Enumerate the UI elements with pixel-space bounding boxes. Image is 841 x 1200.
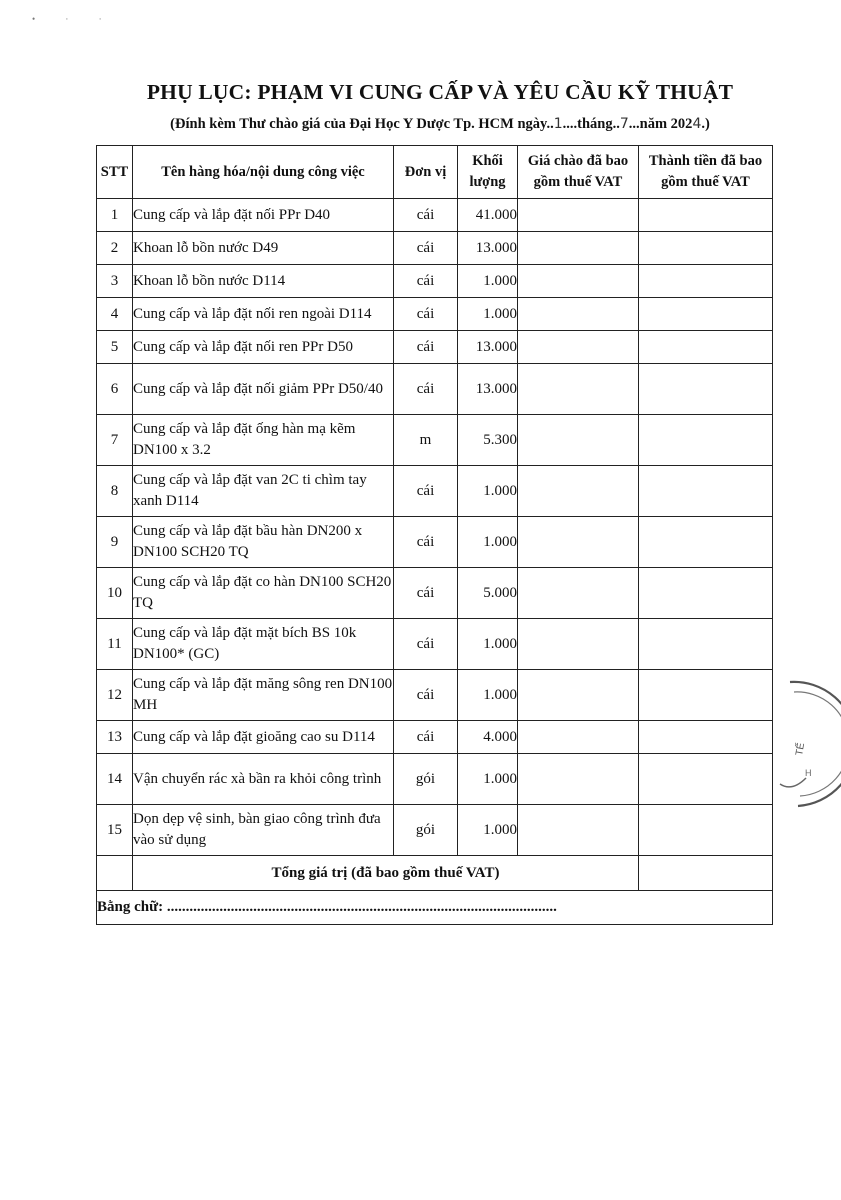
cell-amount — [639, 298, 773, 331]
cell-stt: 9 — [97, 517, 133, 568]
cell-stt: 13 — [97, 721, 133, 754]
cell-stt: 10 — [97, 568, 133, 619]
cell-price — [518, 568, 639, 619]
page-subtitle — [60, 116, 820, 133]
table-header-row — [97, 146, 773, 199]
cell-price — [518, 466, 639, 517]
cell-price — [518, 199, 639, 232]
cell-unit: cái — [394, 232, 458, 265]
cell-name: Cung cấp và lắp đặt nối ren ngoài D114 — [133, 298, 394, 331]
table-row — [97, 805, 773, 856]
cell-qty: 13.000 — [458, 232, 518, 265]
cell-qty: 1.000 — [458, 517, 518, 568]
cell-price — [518, 754, 639, 805]
cell-unit: cái — [394, 265, 458, 298]
cell-stt: 4 — [97, 298, 133, 331]
cell-amount — [639, 199, 773, 232]
header-price-line1: Giá chào đã bao — [527, 153, 629, 169]
year-digit-handwritten: 4 — [692, 116, 702, 132]
cell-unit: cái — [394, 331, 458, 364]
in-words-cell — [97, 891, 773, 925]
cell-unit: cái — [394, 298, 458, 331]
cell-unit: cái — [394, 466, 458, 517]
header-total-line2: gồm thuế VAT — [661, 174, 750, 190]
table-row — [97, 721, 773, 754]
table-row — [97, 364, 773, 415]
cell-price — [518, 364, 639, 415]
page-title: PHỤ LỤC: PHẠM VI CUNG CẤP VÀ YÊU CẦU KỸ THUẬT — [146, 80, 734, 104]
cell-name: Vận chuyển rác xà bần ra khỏi công trình — [133, 754, 394, 805]
header-total-line1: Thành tiền đã bao — [648, 153, 763, 169]
cell-amount — [639, 619, 773, 670]
cell-name: Cung cấp và lắp đặt van 2C ti chìm tay xanh D114 — [133, 466, 394, 517]
cell-unit: cái — [394, 670, 458, 721]
cell-unit: cái — [394, 199, 458, 232]
header-qty — [458, 146, 518, 199]
subtitle-pre: (Đính kèm Thư chào giá của Đại Học Y Dược Tp. HCM ngày.. — [170, 116, 554, 132]
cell-qty: 5.300 — [458, 415, 518, 466]
cell-amount — [639, 670, 773, 721]
total-row — [97, 856, 773, 891]
cell-unit: cái — [394, 517, 458, 568]
cell-qty: 1.000 — [458, 265, 518, 298]
header-name: Tên hàng hóa/nội dung công việc — [133, 146, 394, 199]
table-row — [97, 619, 773, 670]
table-row — [97, 670, 773, 721]
header-total — [639, 146, 773, 199]
table-row — [97, 568, 773, 619]
cell-unit: cái — [394, 721, 458, 754]
cell-qty: 13.000 — [458, 331, 518, 364]
cell-stt: 15 — [97, 805, 133, 856]
header-price — [518, 146, 639, 199]
cell-price — [518, 265, 639, 298]
cell-unit: m — [394, 415, 458, 466]
cell-price — [518, 670, 639, 721]
cell-amount — [639, 517, 773, 568]
cell-qty: 1.000 — [458, 670, 518, 721]
cell-stt: 8 — [97, 466, 133, 517]
cell-qty: 1.000 — [458, 619, 518, 670]
cell-name: Cung cấp và lắp đặt nối PPr D40 — [133, 199, 394, 232]
cell-stt: 14 — [97, 754, 133, 805]
cell-amount — [639, 568, 773, 619]
header-unit: Đơn vị — [394, 146, 458, 199]
cell-unit: cái — [394, 568, 458, 619]
cell-stt: 1 — [97, 199, 133, 232]
cell-stt: 5 — [97, 331, 133, 364]
month-handwritten: 7 — [619, 116, 629, 132]
cell-name: Khoan lỗ bồn nước D114 — [133, 265, 394, 298]
cell-unit: gói — [394, 754, 458, 805]
cell-name: Cung cấp và lắp đặt co hàn DN100 SCH20 TQ — [133, 568, 394, 619]
table-row — [97, 754, 773, 805]
header-qty-line1: Khối — [472, 153, 503, 169]
quotation-table — [96, 145, 773, 925]
table-row — [97, 331, 773, 364]
in-words-row — [97, 891, 773, 925]
cell-stt: 2 — [97, 232, 133, 265]
cell-qty: 1.000 — [458, 298, 518, 331]
cell-unit: cái — [394, 364, 458, 415]
table-row — [97, 517, 773, 568]
cell-qty: 1.000 — [458, 466, 518, 517]
cell-name: Cung cấp và lắp đặt nối giảm PPr D50/40 — [133, 364, 394, 415]
table-row — [97, 466, 773, 517]
cell-qty: 5.000 — [458, 568, 518, 619]
table-row — [97, 415, 773, 466]
cell-name: Cung cấp và lắp đặt gioăng cao su D114 — [133, 721, 394, 754]
cell-stt: 7 — [97, 415, 133, 466]
subtitle-mid: ....tháng.. — [562, 116, 620, 132]
cell-price — [518, 619, 639, 670]
total-label: Tổng giá trị (đã bao gồm thuế VAT) — [133, 856, 639, 891]
cell-qty: 1.000 — [458, 754, 518, 805]
header-qty-line2: lượng — [469, 174, 506, 190]
table-row — [97, 298, 773, 331]
seal-text-2: H — [805, 768, 812, 778]
cell-qty: 1.000 — [458, 805, 518, 856]
cell-name: Khoan lỗ bồn nước D49 — [133, 232, 394, 265]
cell-amount — [639, 364, 773, 415]
cell-price — [518, 415, 639, 466]
table-row — [97, 232, 773, 265]
cell-amount — [639, 721, 773, 754]
cell-price — [518, 331, 639, 364]
cell-amount — [639, 265, 773, 298]
cell-price — [518, 298, 639, 331]
in-words-label: Bằng chữ: — [97, 899, 167, 915]
header-price-line2: gồm thuế VAT — [533, 174, 623, 190]
cell-stt: 12 — [97, 670, 133, 721]
total-blank-cell — [97, 856, 133, 891]
cell-qty: 13.000 — [458, 364, 518, 415]
in-words-dots: ........................................................................................................ — [166, 899, 557, 915]
cell-unit: cái — [394, 619, 458, 670]
scan-specks: • · · — [32, 14, 116, 24]
cell-stt: 6 — [97, 364, 133, 415]
cell-amount — [639, 415, 773, 466]
cell-name: Cung cấp và lắp đặt mặt bích BS 10k DN100* (GC) — [133, 619, 394, 670]
header-stt: STT — [97, 146, 133, 199]
cell-price — [518, 805, 639, 856]
total-amount-cell — [639, 856, 773, 891]
cell-qty: 41.000 — [458, 199, 518, 232]
cell-name: Dọn dẹp vệ sinh, bàn giao công trình đưa vào sử dụng — [133, 805, 394, 856]
cell-amount — [639, 805, 773, 856]
seal-scribble — [780, 778, 806, 787]
partial-seal-stamp — [760, 680, 841, 810]
cell-amount — [639, 466, 773, 517]
table-row — [97, 199, 773, 232]
table-row — [97, 265, 773, 298]
cell-name: Cung cấp và lắp đặt bầu hàn DN200 x DN100 SCH20 TQ — [133, 517, 394, 568]
cell-price — [518, 232, 639, 265]
cell-name: Cung cấp và lắp đặt nối ren PPr D50 — [133, 331, 394, 364]
cell-name: Cung cấp và lắp đặt ống hàn mạ kẽm DN100 x 3.2 — [133, 415, 394, 466]
cell-price — [518, 517, 639, 568]
cell-qty: 4.000 — [458, 721, 518, 754]
cell-amount — [639, 754, 773, 805]
cell-price — [518, 721, 639, 754]
subtitle-post: .) — [701, 116, 710, 132]
subtitle-mid2: ...năm 202 — [628, 116, 693, 132]
seal-text: TẾ — [794, 742, 808, 757]
cell-amount — [639, 331, 773, 364]
cell-stt: 11 — [97, 619, 133, 670]
cell-unit: gói — [394, 805, 458, 856]
day-handwritten: 1 — [553, 116, 563, 132]
cell-stt: 3 — [97, 265, 133, 298]
cell-amount — [639, 232, 773, 265]
cell-name: Cung cấp và lắp đặt măng sông ren DN100 MH — [133, 670, 394, 721]
